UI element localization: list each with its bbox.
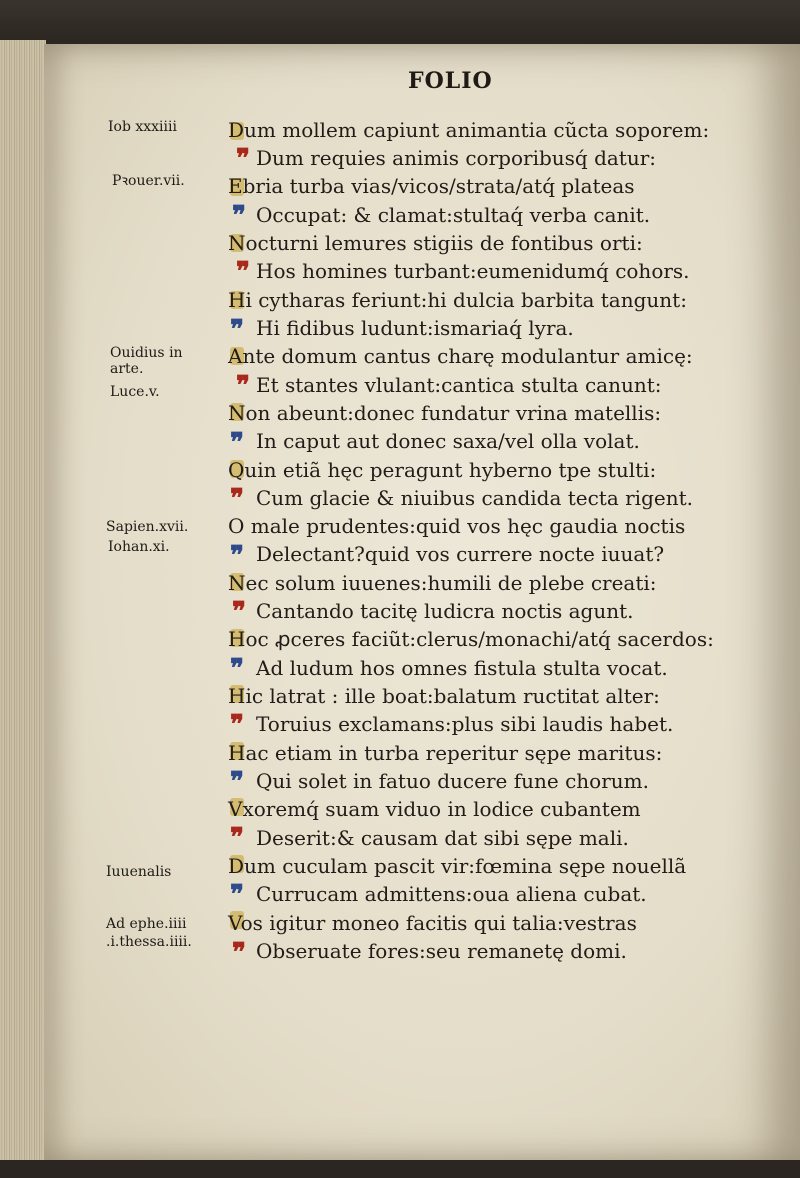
margin-note: Pꝛouer.vii. [112,173,185,189]
pilcrow-mark: ❞ [236,371,250,401]
verse-line: Dum cuculam pascit vir:fœmina sępe nouellã [228,854,687,878]
verse-line: Hos homines turbant:eumenidumq́ cohors. [256,259,690,283]
page-header-folio: FOLIO [408,68,493,94]
verse-line: Non abeunt:donec fundatur vrina matellis: [228,401,662,425]
verse-line: Occupat: & clamat:stultaq́ verba canit. [256,203,651,227]
book-bottom-edge [0,1160,800,1178]
pilcrow-mark: ❞ [236,257,250,287]
pilcrow-mark: ❞ [236,144,250,174]
pilcrow-mark: ❞ [230,541,244,571]
book-top-edge [0,0,800,48]
pilcrow-mark: ❞ [230,767,244,797]
margin-note: Iob xxxiiii [108,119,177,135]
verse-line: Vos igitur moneo facitis qui talia:vestras [228,911,637,935]
verse-line: In caput aut donec saxa/vel olla volat. [256,429,640,453]
pilcrow-mark: ❞ [230,428,244,458]
verse-line: Currucam admittens:oua aliena cubat. [256,882,647,906]
pilcrow-mark: ❞ [230,880,244,910]
verse-line: Toruius exclamans:plus sibi laudis habet. [256,712,674,736]
verse-line: Hi cytharas feriunt:hi dulcia barbita tangunt: [228,288,687,312]
verse-line: Obseruate fores:seu remanetę domi. [256,939,627,963]
margin-note: Iohan.xi. [108,539,170,555]
pilcrow-mark: ❞ [232,201,246,231]
verse-line: Cantando tacitę ludicra noctis agunt. [256,599,634,623]
pilcrow-mark: ❞ [230,710,244,740]
verse-line: Nec solum iuuenes:humili de plebe creati: [228,571,657,595]
margin-note: Ouidius in [110,345,183,361]
verse-line: Delectant?quid vos currere nocte iuuat? [256,542,665,566]
pilcrow-mark: ❞ [230,315,244,345]
margin-note: Iuuenalis [106,864,172,880]
verse-line: Ad ludum hos omnes fistula stulta vocat. [256,656,668,680]
verse-line: Ante domum cantus charę modulantur amicę: [228,344,693,368]
verse-line: Quin etiã hęc peragunt hyberno tpe stulti: [228,458,657,482]
pilcrow-mark: ❞ [232,938,246,968]
verse-line: Cum glacie & niuibus candida tecta rigent. [256,486,693,510]
verse-line: Ebria turba vias/vicos/strata/atq́ plateas [228,174,635,198]
page-fore-edge [0,40,46,1160]
pilcrow-mark: ❞ [230,823,244,853]
verse-line: Hi fidibus ludunt:ismariaq́ lyra. [256,316,574,340]
margin-note: Sapien.xvii. [106,519,189,535]
pilcrow-mark: ❞ [230,654,244,684]
verse-line: Et stantes vlulant:cantica stulta canunt: [256,373,662,397]
margin-note: arte. [110,361,144,377]
verse-line: Qui solet in fatuo ducere fune chorum. [256,769,649,793]
verse-line: Vxoremq́ suam viduo in lodice cubantem [228,797,641,821]
verse-line: Hoc ꝓceres faciũt:clerus/monachi/atq́ sacerdos: [228,627,714,651]
margin-note: Luce.v. [110,384,160,400]
verse-line: Hic latrat : ille boat:balatum ructitat alter: [228,684,660,708]
margin-note: Ad ephe.iiii [106,916,187,932]
verse-line: Nocturni lemures stigiis de fontibus orti: [228,231,643,255]
pilcrow-mark: ❞ [230,484,244,514]
margin-note: .i.thessa.iiii. [106,934,192,950]
pilcrow-mark: ❞ [232,597,246,627]
verse-line: Hac etiam in turba reperitur sępe maritus: [228,741,663,765]
verse-line: Deserit:& causam dat sibi sępe mali. [256,826,629,850]
verse-line: Dum mollem capiunt animantia cũcta soporem: [228,118,710,142]
verse-line: Dum requies animis corporibusq́ datur: [256,146,657,170]
verse-line: O male prudentes:quid vos hęc gaudia noctis [228,514,686,538]
